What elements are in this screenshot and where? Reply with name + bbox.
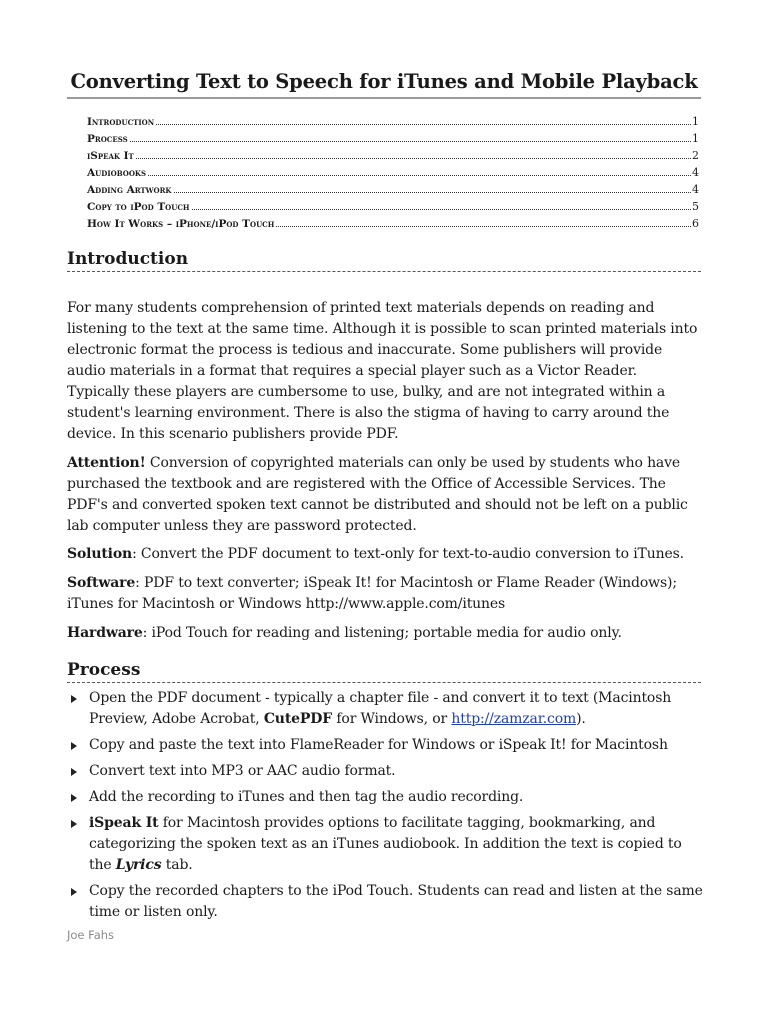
software-paragraph — [67, 573, 703, 615]
step-text: Copy the recorded chapters to the iPod Touch. Students can read and listen at the same time or listen only. — [89, 883, 703, 920]
hardware-label: Hardware — [67, 625, 143, 641]
attention-paragraph — [67, 453, 703, 537]
list-item — [67, 881, 703, 923]
solution-label: Solution — [67, 546, 133, 562]
toc-label: Adding Artwork — [87, 184, 172, 196]
step-text: Open the PDF document - typically a chapter file - and convert it to text (Macintosh Preview, Adobe Acrobat, — [89, 690, 672, 727]
bullet-arrow-icon — [71, 794, 77, 802]
bullet-arrow-icon — [71, 768, 77, 776]
bullet-arrow-icon — [71, 742, 77, 750]
toc-page: 1 — [692, 132, 699, 145]
cutepdf-label: CutePDF — [263, 711, 333, 727]
toc-entry-ispeak-it[interactable] — [87, 149, 699, 166]
step-text: Convert text into MP3 or AAC audio format. — [89, 763, 396, 779]
list-item — [67, 761, 703, 782]
toc-entry-adding-artwork[interactable] — [87, 183, 699, 200]
toc-page: 1 — [692, 115, 699, 128]
attention-label: Attention! — [67, 455, 146, 471]
step-text: tab. — [161, 857, 193, 873]
bullet-arrow-icon — [71, 888, 77, 896]
toc-leader — [130, 141, 691, 142]
step-text: for Windows, or — [332, 711, 452, 727]
toc-page: 6 — [692, 217, 699, 230]
toc-entry-how-it-works[interactable] — [87, 217, 699, 234]
toc-label: Copy to iPod Touch — [87, 201, 190, 213]
toc-label: iSpeak It — [87, 150, 134, 162]
zamzar-link[interactable]: http://zamzar.com — [451, 711, 577, 727]
hardware-text: : iPod Touch for reading and listening; portable media for audio only. — [142, 625, 622, 641]
toc-page: 4 — [692, 166, 699, 179]
list-item — [67, 688, 703, 730]
intro-paragraph: For many students comprehension of printed text materials depends on reading and listening to the text at the same time. Although it is possible to scan printed materials into electronic format the process is tedious and inaccurate. Some publishers will provide audio materials in a format that requires a special player such as a Victor Reader. Typically these players are cumbersome to use, bulky, and are not integrated within a student's learning environment. There is also the stigma of having to carry around the device. In this scenario publishers provide PDF. — [67, 300, 698, 442]
step-text: for Macintosh provides options to facilitate tagging, bookmarking, and categorizing the spoken text as an iTunes audiobook. In addition the text is copied to the — [89, 815, 682, 873]
list-item — [67, 787, 703, 808]
list-item — [67, 735, 703, 756]
list-item — [67, 813, 703, 876]
footer-author: Joe Fahs — [67, 928, 115, 942]
ispeak-label: iSpeak It — [89, 815, 159, 831]
process-steps-list — [67, 688, 703, 928]
bullet-arrow-icon — [71, 820, 77, 828]
toc-label: How It Works – iPhone/iPod Touch — [87, 218, 275, 230]
step-text: Copy and paste the text into FlameReader for Windows or iSpeak It! for Macintosh — [89, 737, 668, 753]
toc-page: 4 — [692, 183, 699, 196]
toc-entry-audiobooks[interactable] — [87, 166, 699, 183]
toc-leader — [156, 124, 691, 125]
toc-page: 5 — [692, 200, 699, 213]
toc-label: Introduction — [87, 116, 155, 128]
hardware-paragraph — [67, 623, 703, 644]
attention-text: Conversion of copyrighted materials can only be used by students who have purchased the textbook and are registered with the Office of Accessible Services. The PDF's and converted spoken text cannot be distributed and should not be left on a public lab computer unless they are password protected. — [67, 455, 688, 534]
section-heading-introduction: Introduction — [67, 249, 701, 272]
step-text: Add the recording to iTunes and then tag the audio recording. — [89, 789, 524, 805]
lyrics-label: Lyrics — [115, 857, 162, 873]
section-heading-process: Process — [67, 660, 701, 683]
step-text: ). — [576, 711, 586, 727]
toc-leader — [174, 192, 691, 193]
toc-leader — [276, 226, 691, 227]
solution-paragraph — [67, 544, 703, 565]
toc-label: Audiobooks — [87, 167, 147, 179]
software-text: : PDF to text converter; iSpeak It! for Macintosh or Flame Reader (Windows); iTunes for Macintosh or Windows http://www.apple.com/itunes — [67, 575, 677, 612]
toc-page: 2 — [692, 149, 699, 162]
toc-leader — [148, 175, 691, 176]
page-title: Converting Text to Speech for iTunes and Mobile Playback — [70, 70, 698, 93]
software-label: Software — [67, 575, 136, 591]
toc-entry-copy-to-ipod[interactable] — [87, 200, 699, 217]
toc-leader — [192, 209, 691, 210]
title-rule — [67, 97, 701, 99]
solution-text: : Convert the PDF document to text-only for text-to-audio conversion to iTunes. — [132, 546, 684, 562]
toc-label: Process — [87, 133, 128, 145]
bullet-arrow-icon — [71, 695, 77, 703]
toc-entry-process[interactable] — [87, 132, 699, 149]
toc-entry-introduction[interactable] — [87, 115, 699, 132]
toc-leader — [136, 158, 691, 159]
table-of-contents — [87, 115, 699, 234]
